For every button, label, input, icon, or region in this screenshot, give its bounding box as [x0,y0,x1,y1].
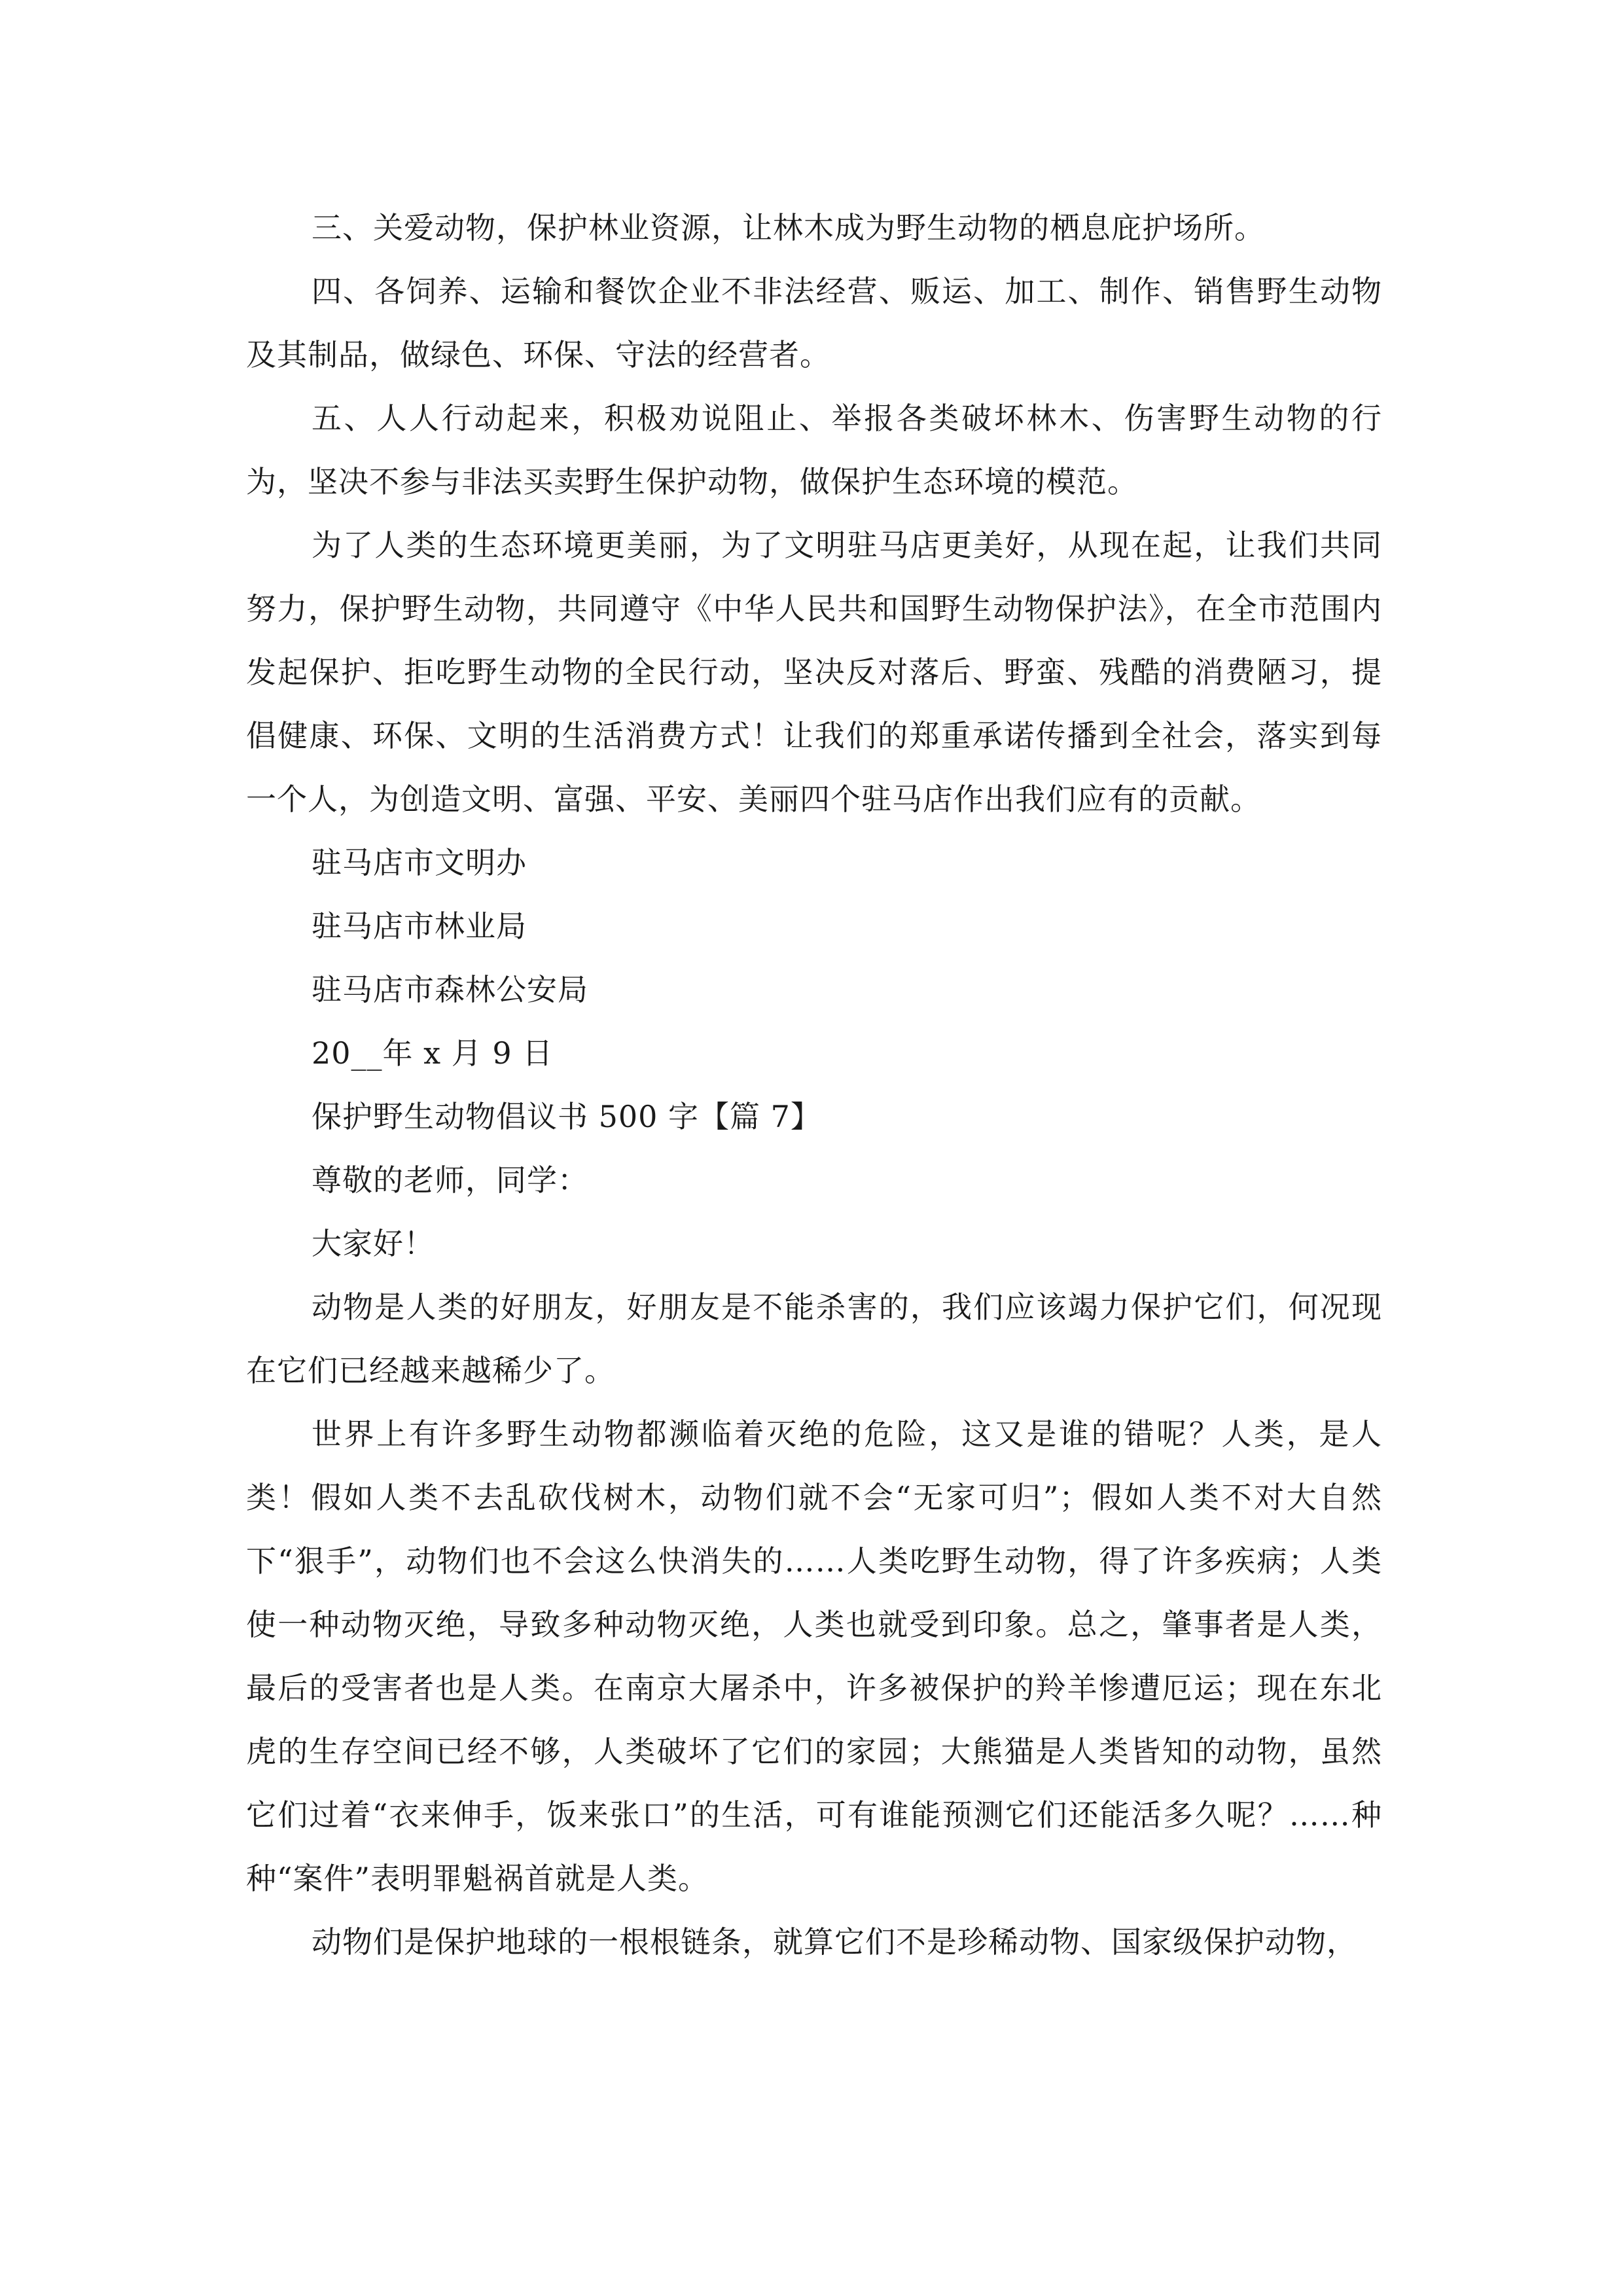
paragraph-point-four: 四、各饲养、运输和餐饮企业不非法经营、贩运、加工、制作、销售野生动物及其制品，做绿色、环保、守法的经营者。 [246,274,1382,372]
body-paragraph-extinction: 世界上有许多野生动物都濒临着灭绝的危险，这又是谁的错呢？人类，是人类！假如人类不去乱砍伐树木，动物们就不会“无家可归”；假如人类不对大自然下“狠手”，动物们也不会这么快消失的……人类吃野生动物，得了许多疾病；人类使一种动物灭绝，导致多种动物灭绝，人类也就受到印象。总之，肇事者是人类，最后的受害者也是人类。在南京大屠杀中，许多被保护的羚羊惨遭厄运；现在东北虎的生存空间已经不够，人类破坏了它们的家园；大熊猫是人类皆知的动物，虽然它们过着“衣来伸手，饭来张口”的生活，可有谁能预测它们还能活多久呢？……种种“案件”表明罪魁祸首就是人类。 [246,1416,1382,1896]
document-date: 20__年 x 月 9 日 [312,1035,554,1071]
paragraph-closing-appeal: 为了人类的生态环境更美丽，为了文明驻马店更美好，从现在起，让我们共同努力，保护野生动物，共同遵守《中华人民共和国野生动物保护法》，在全市范围内发起保护、拒吃野生动物的全民行动，坚决反对落后、野蛮、残酷的消费陋习，提倡健康、环保、文明的生活消费方式！让我们的郑重承诺传播到全社会，落实到每一个人，为创造文明、富强、平安、美丽四个驻马店作出我们应有的贡献。 [246,528,1382,817]
paragraph-point-three: 三、关爱动物，保护林业资源，让林木成为野生动物的栖息庇护场所。 [312,210,1265,245]
document-body [246,196,1382,1974]
salutation: 尊敬的老师，同学： [312,1162,588,1198]
paragraph-point-five: 五、人人行动起来，积极劝说阻止、举报各类破坏林木、伤害野生动物的行为，坚决不参与非法买卖野生保护动物，做保护生态环境的模范。 [246,401,1382,499]
body-paragraph-friends: 动物是人类的好朋友，好朋友是不能杀害的，我们应该竭力保护它们，何况现在它们已经越来越稀少了。 [246,1289,1382,1388]
greeting: 大家好！ [312,1226,435,1261]
section-title: 保护野生动物倡议书 500 字【篇 7】 [312,1099,821,1134]
signatory-forestry-bureau: 驻马店市林业局 [312,908,527,944]
signatory-civilization-office: 驻马店市文明办 [312,845,527,880]
body-paragraph-chain: 动物们是保护地球的一根根链条，就算它们不是珍稀动物、国家级保护动物， [312,1924,1357,1960]
signatory-forest-police: 驻马店市森林公安局 [312,972,588,1007]
